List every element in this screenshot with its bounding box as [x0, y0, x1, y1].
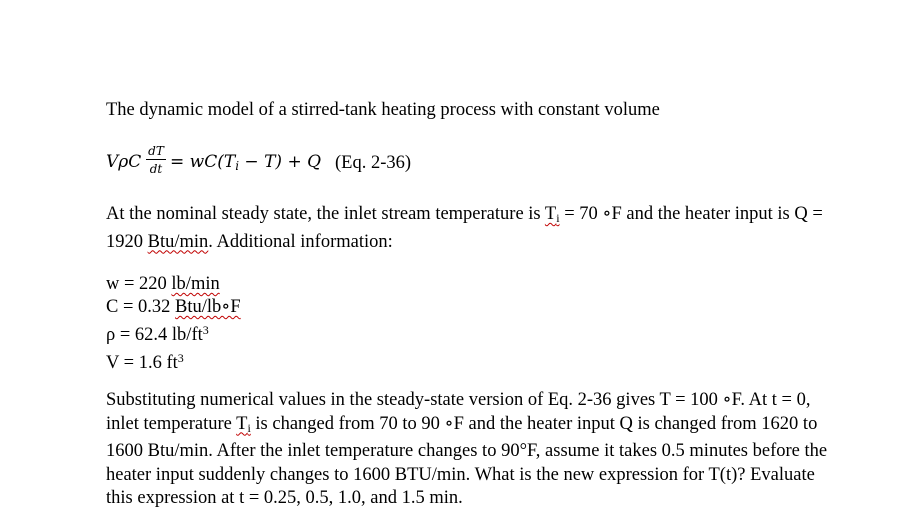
equation-reference: (Eq. 2-36)	[335, 153, 412, 173]
fraction-denominator: dt	[149, 162, 163, 176]
problem-paragraph	[106, 389, 836, 511]
problem-inlet-temperature-symbol	[236, 414, 251, 434]
fraction-numerator: dT	[146, 144, 166, 160]
equation-lhs: VρC	[106, 152, 142, 172]
nominal-text-3: . Additional information:	[208, 231, 393, 252]
param-c-value: C = 0.32	[106, 297, 176, 317]
param-w-unit: lb/min	[171, 274, 220, 294]
param-rho-exponent: 3	[202, 323, 209, 337]
problem-ti-main: T	[236, 413, 248, 434]
param-w	[106, 273, 241, 296]
problem-text-2: is changed from 70 to 90 ∘F and the heater input Q is changed from 1620 to 1600 Btu/min. After the inlet temperature changes to 90°F, assume it takes 0.5 minutes before the heater input suddenly changes to 1600 BTU/min. What is the new expression for T(t)? Evaluate this expression at t = 0.25, 0.5, 1.0, and 1.5 min.	[106, 413, 828, 508]
equation-rhs	[170, 152, 321, 173]
equation-rhs-subscript: i	[235, 159, 240, 173]
equation-rhs-head: = wC(T	[170, 152, 236, 172]
problem-text-1: Substituting numerical values in the steady-state version of Eq. 2-36 gives T = 100 ∘F. At t = 0, inlet temperature	[106, 390, 811, 434]
ti-subscript: i	[556, 211, 560, 225]
param-v	[106, 347, 241, 375]
intro-paragraph	[106, 99, 836, 123]
param-rho	[106, 319, 241, 347]
nominal-text-1: At the nominal steady state, the inlet stream temperature is	[106, 204, 545, 224]
parameter-list	[106, 273, 241, 375]
derivative-fraction	[146, 144, 166, 176]
nominal-paragraph	[106, 203, 836, 254]
nominal-text-2: = 70 ∘F and the heater input is Q = 1920	[106, 204, 823, 252]
intro-text: The dynamic model of a stirred-tank heating process with constant volume	[106, 100, 660, 120]
param-v-value: V = 1.6 ft	[106, 353, 178, 373]
problem-ti-subscript: i	[247, 420, 251, 435]
param-w-value: w = 220	[106, 274, 172, 294]
ti-main: T	[544, 204, 557, 224]
param-c	[106, 296, 241, 319]
heater-unit: Btu/min	[147, 231, 209, 252]
param-rho-value: ρ = 62.4 lb/ft	[106, 325, 203, 345]
inlet-temperature-symbol	[545, 204, 560, 224]
param-c-unit: Btu/lb∘F	[175, 297, 241, 317]
equation-rhs-tail: − T) + Q	[239, 152, 322, 172]
param-v-exponent: 3	[177, 351, 184, 365]
